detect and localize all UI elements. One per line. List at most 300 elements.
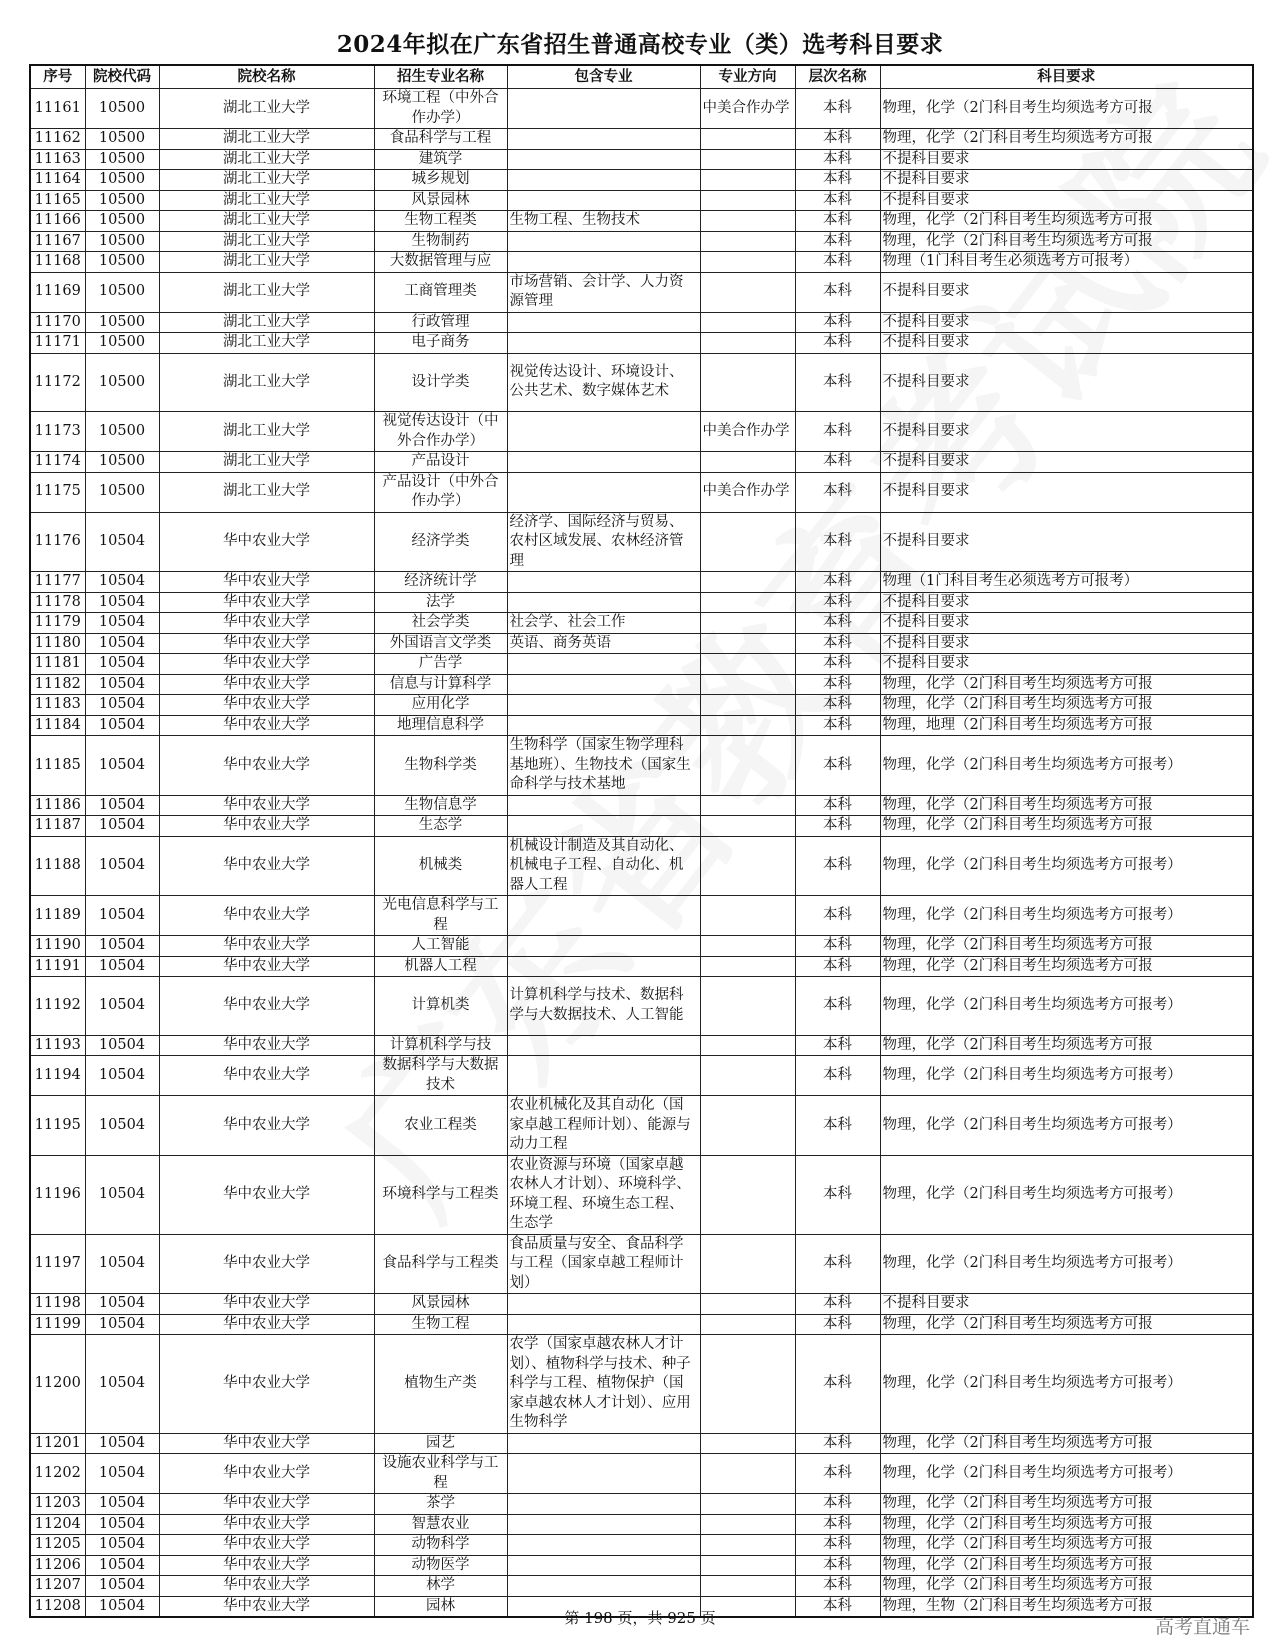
cell-major-name: 设施农业科学与工程 xyxy=(374,1454,507,1494)
table-row xyxy=(30,795,1253,816)
cell-major-name: 设计学类 xyxy=(374,353,507,412)
cell-included-majors xyxy=(507,695,700,716)
cell-seq: 11165 xyxy=(30,190,85,211)
table-row xyxy=(30,654,1253,675)
cell-level: 本科 xyxy=(795,795,880,816)
cell-school-code: 10504 xyxy=(85,896,159,936)
cell-seq: 11167 xyxy=(30,231,85,252)
cell-level: 本科 xyxy=(795,333,880,354)
cell-level: 本科 xyxy=(795,1314,880,1335)
cell-school-code: 10500 xyxy=(85,211,159,232)
cell-level: 本科 xyxy=(795,836,880,896)
cell-school-name: 湖北工业大学 xyxy=(159,231,374,252)
cell-school-name: 湖北工业大学 xyxy=(159,312,374,333)
cell-included-majors: 英语、商务英语 xyxy=(507,633,700,654)
cell-included-majors xyxy=(507,1056,700,1096)
cell-direction: 中美合作办学 xyxy=(700,472,795,512)
cell-direction xyxy=(700,592,795,613)
cell-included-majors: 农学（国家卓越农林人才计划）、植物科学与技术、种子科学与工程、植物保护（国家卓越农林人才计划）、应用生物科学 xyxy=(507,1335,700,1434)
cell-school-name: 湖北工业大学 xyxy=(159,170,374,191)
cell-seq: 11172 xyxy=(30,353,85,412)
cell-level: 本科 xyxy=(795,736,880,796)
table-row xyxy=(30,170,1253,191)
cell-level: 本科 xyxy=(795,190,880,211)
cell-school-name: 湖北工业大学 xyxy=(159,353,374,412)
table-row xyxy=(30,674,1253,695)
cell-direction xyxy=(700,695,795,716)
cell-level: 本科 xyxy=(795,1056,880,1096)
cell-seq: 11203 xyxy=(30,1494,85,1515)
cell-school-name: 华中农业大学 xyxy=(159,795,374,816)
cell-subject-req: 不提科目要求 xyxy=(880,592,1253,613)
cell-seq: 11174 xyxy=(30,452,85,473)
cell-included-majors xyxy=(507,170,700,191)
cell-seq: 11186 xyxy=(30,795,85,816)
cell-level: 本科 xyxy=(795,1294,880,1315)
cell-school-code: 10504 xyxy=(85,1454,159,1494)
cell-seq: 11182 xyxy=(30,674,85,695)
cell-direction xyxy=(700,896,795,936)
cell-subject-req: 物理，化学（2门科目考生均须选考方可报考） xyxy=(880,1234,1253,1294)
cell-major-name: 行政管理 xyxy=(374,312,507,333)
cell-included-majors xyxy=(507,89,700,129)
cell-seq: 11193 xyxy=(30,1035,85,1056)
cell-included-majors xyxy=(507,795,700,816)
cell-direction xyxy=(700,1314,795,1335)
cell-direction xyxy=(700,633,795,654)
cell-direction xyxy=(700,1294,795,1315)
cell-school-name: 华中农业大学 xyxy=(159,1576,374,1597)
cell-direction xyxy=(700,1514,795,1535)
cell-level: 本科 xyxy=(795,129,880,150)
watermark-text: 高考直通车 xyxy=(1155,1616,1251,1638)
cell-school-name: 华中农业大学 xyxy=(159,512,374,572)
cell-direction xyxy=(700,149,795,170)
header-level: 层次名称 xyxy=(795,65,880,89)
cell-school-code: 10504 xyxy=(85,1294,159,1315)
cell-level: 本科 xyxy=(795,1454,880,1494)
cell-school-code: 10504 xyxy=(85,1433,159,1454)
cell-subject-req: 不提科目要求 xyxy=(880,654,1253,675)
cell-subject-req: 物理（1门科目考生必须选考方可报考） xyxy=(880,252,1253,273)
cell-school-code: 10504 xyxy=(85,1155,159,1234)
cell-level: 本科 xyxy=(795,1555,880,1576)
cell-included-majors xyxy=(507,472,700,512)
cell-seq: 11201 xyxy=(30,1433,85,1454)
cell-seq: 11200 xyxy=(30,1335,85,1434)
cell-seq: 11166 xyxy=(30,211,85,232)
header-school-code: 院校代码 xyxy=(85,65,159,89)
cell-seq: 11206 xyxy=(30,1555,85,1576)
cell-school-name: 华中农业大学 xyxy=(159,1494,374,1515)
cell-school-name: 湖北工业大学 xyxy=(159,412,374,452)
cell-seq: 11179 xyxy=(30,613,85,634)
table-header-row xyxy=(30,65,1253,89)
cell-included-majors: 视觉传达设计、环境设计、公共艺术、数字媒体艺术 xyxy=(507,353,700,412)
cell-school-name: 华中农业大学 xyxy=(159,1155,374,1234)
cell-direction xyxy=(700,129,795,150)
table-row xyxy=(30,252,1253,273)
cell-school-code: 10504 xyxy=(85,633,159,654)
cell-direction xyxy=(700,613,795,634)
table-row xyxy=(30,592,1253,613)
cell-subject-req: 不提科目要求 xyxy=(880,633,1253,654)
cell-school-name: 华中农业大学 xyxy=(159,715,374,736)
table-row xyxy=(30,1514,1253,1535)
cell-major-name: 园林 xyxy=(374,1596,507,1617)
cell-level: 本科 xyxy=(795,89,880,129)
cell-seq: 11163 xyxy=(30,149,85,170)
cell-subject-req: 物理，化学（2门科目考生均须选考方可报考） xyxy=(880,1454,1253,1494)
cell-level: 本科 xyxy=(795,1155,880,1234)
cell-major-name: 光电信息科学与工程 xyxy=(374,896,507,936)
cell-school-name: 华中农业大学 xyxy=(159,836,374,896)
table-row xyxy=(30,1433,1253,1454)
cell-school-code: 10504 xyxy=(85,936,159,957)
cell-level: 本科 xyxy=(795,512,880,572)
cell-direction xyxy=(700,1454,795,1494)
table-row xyxy=(30,896,1253,936)
cell-major-name: 动物科学 xyxy=(374,1535,507,1556)
cell-school-name: 华中农业大学 xyxy=(159,695,374,716)
cell-level: 本科 xyxy=(795,1035,880,1056)
cell-direction xyxy=(700,1494,795,1515)
cell-major-name: 社会学类 xyxy=(374,613,507,634)
cell-school-name: 华中农业大学 xyxy=(159,816,374,837)
cell-major-name: 产品设计（中外合作办学） xyxy=(374,472,507,512)
cell-level: 本科 xyxy=(795,312,880,333)
cell-included-majors: 市场营销、会计学、人力资源管理 xyxy=(507,272,700,312)
cell-school-name: 华中农业大学 xyxy=(159,1514,374,1535)
table-row xyxy=(30,715,1253,736)
cell-included-majors xyxy=(507,1494,700,1515)
cell-level: 本科 xyxy=(795,1535,880,1556)
header-school-name: 院校名称 xyxy=(159,65,374,89)
cell-level: 本科 xyxy=(795,170,880,191)
cell-major-name: 法学 xyxy=(374,592,507,613)
cell-school-code: 10500 xyxy=(85,472,159,512)
cell-included-majors xyxy=(507,231,700,252)
cell-school-name: 湖北工业大学 xyxy=(159,333,374,354)
cell-subject-req: 物理，化学（2门科目考生均须选考方可报考） xyxy=(880,1056,1253,1096)
table-row xyxy=(30,452,1253,473)
cell-subject-req: 物理，化学（2门科目考生均须选考方可报考） xyxy=(880,896,1253,936)
cell-subject-req: 物理，化学（2门科目考生均须选考方可报 xyxy=(880,1576,1253,1597)
cell-seq: 11202 xyxy=(30,1454,85,1494)
table-row xyxy=(30,816,1253,837)
cell-school-name: 华中农业大学 xyxy=(159,1555,374,1576)
cell-direction xyxy=(700,231,795,252)
table-row xyxy=(30,1454,1253,1494)
cell-direction xyxy=(700,512,795,572)
cell-school-name: 华中农业大学 xyxy=(159,977,374,1036)
cell-direction: 中美合作办学 xyxy=(700,412,795,452)
cell-school-code: 10504 xyxy=(85,1035,159,1056)
cell-school-name: 华中农业大学 xyxy=(159,654,374,675)
cell-major-name: 城乡规划 xyxy=(374,170,507,191)
cell-level: 本科 xyxy=(795,1596,880,1617)
cell-seq: 11205 xyxy=(30,1535,85,1556)
cell-level: 本科 xyxy=(795,211,880,232)
cell-school-code: 10504 xyxy=(85,592,159,613)
cell-direction xyxy=(700,572,795,593)
cell-included-majors: 机械设计制造及其自动化、机械电子工程、自动化、机器人工程 xyxy=(507,836,700,896)
cell-school-name: 华中农业大学 xyxy=(159,1056,374,1096)
cell-school-code: 10500 xyxy=(85,89,159,129)
table-row xyxy=(30,1576,1253,1597)
cell-school-name: 湖北工业大学 xyxy=(159,472,374,512)
cell-seq: 11181 xyxy=(30,654,85,675)
cell-school-code: 10500 xyxy=(85,272,159,312)
cell-school-code: 10504 xyxy=(85,512,159,572)
cell-seq: 11164 xyxy=(30,170,85,191)
cell-direction xyxy=(700,736,795,796)
cell-school-code: 10504 xyxy=(85,1535,159,1556)
cell-major-name: 经济统计学 xyxy=(374,572,507,593)
table-row xyxy=(30,1096,1253,1156)
cell-major-name: 生物工程类 xyxy=(374,211,507,232)
cell-school-code: 10504 xyxy=(85,572,159,593)
cell-school-code: 10504 xyxy=(85,1494,159,1515)
cell-school-name: 华中农业大学 xyxy=(159,592,374,613)
cell-subject-req: 物理，化学（2门科目考生均须选考方可报 xyxy=(880,231,1253,252)
cell-level: 本科 xyxy=(795,633,880,654)
cell-major-name: 建筑学 xyxy=(374,149,507,170)
table-row xyxy=(30,1494,1253,1515)
cell-subject-req: 不提科目要求 xyxy=(880,170,1253,191)
cell-included-majors xyxy=(507,129,700,150)
cell-school-code: 10504 xyxy=(85,795,159,816)
cell-school-code: 10504 xyxy=(85,1555,159,1576)
cell-major-name: 植物生产类 xyxy=(374,1335,507,1434)
cell-major-name: 地理信息科学 xyxy=(374,715,507,736)
cell-school-code: 10504 xyxy=(85,674,159,695)
cell-direction xyxy=(700,272,795,312)
cell-direction xyxy=(700,312,795,333)
cell-major-name: 数据科学与大数据技术 xyxy=(374,1056,507,1096)
cell-included-majors: 生物科学（国家生物学理科基地班）、生物技术（国家生命科学与技术基地 xyxy=(507,736,700,796)
cell-included-majors xyxy=(507,674,700,695)
cell-school-code: 10504 xyxy=(85,695,159,716)
cell-direction xyxy=(700,836,795,896)
cell-direction xyxy=(700,977,795,1036)
cell-subject-req: 物理，化学（2门科目考生均须选考方可报 xyxy=(880,674,1253,695)
cell-included-majors: 食品质量与安全、食品科学与工程（国家卓越工程师计划） xyxy=(507,1234,700,1294)
cell-subject-req: 不提科目要求 xyxy=(880,149,1253,170)
cell-major-name: 林学 xyxy=(374,1576,507,1597)
cell-subject-req: 物理，生物（2门科目考生均须选考方可报 xyxy=(880,1596,1253,1617)
cell-seq: 11184 xyxy=(30,715,85,736)
table-row xyxy=(30,312,1253,333)
header-direction: 专业方向 xyxy=(700,65,795,89)
cell-school-code: 10500 xyxy=(85,231,159,252)
cell-major-name: 环境工程（中外合作办学） xyxy=(374,89,507,129)
cell-school-name: 湖北工业大学 xyxy=(159,89,374,129)
cell-major-name: 食品科学与工程类 xyxy=(374,1234,507,1294)
cell-subject-req: 物理，化学（2门科目考生均须选考方可报 xyxy=(880,89,1253,129)
cell-included-majors: 生物工程、生物技术 xyxy=(507,211,700,232)
cell-included-majors xyxy=(507,1555,700,1576)
table-row xyxy=(30,353,1253,412)
requirements-table xyxy=(29,64,1254,1618)
cell-major-name: 生物制药 xyxy=(374,231,507,252)
cell-seq: 11192 xyxy=(30,977,85,1036)
cell-school-code: 10504 xyxy=(85,1096,159,1156)
table-row xyxy=(30,736,1253,796)
table-row xyxy=(30,1335,1253,1434)
table-row xyxy=(30,190,1253,211)
cell-major-name: 风景园林 xyxy=(374,190,507,211)
cell-included-majors xyxy=(507,1314,700,1335)
cell-included-majors xyxy=(507,1454,700,1494)
cell-included-majors xyxy=(507,1433,700,1454)
cell-direction: 中美合作办学 xyxy=(700,89,795,129)
cell-direction xyxy=(700,1035,795,1056)
cell-subject-req: 物理，化学（2门科目考生均须选考方可报 xyxy=(880,1314,1253,1335)
cell-level: 本科 xyxy=(795,1433,880,1454)
cell-major-name: 动物医学 xyxy=(374,1555,507,1576)
cell-school-code: 10504 xyxy=(85,715,159,736)
cell-subject-req: 不提科目要求 xyxy=(880,512,1253,572)
cell-level: 本科 xyxy=(795,1335,880,1434)
cell-level: 本科 xyxy=(795,452,880,473)
cell-school-code: 10500 xyxy=(85,190,159,211)
table-row xyxy=(30,129,1253,150)
cell-school-name: 华中农业大学 xyxy=(159,1535,374,1556)
table-row xyxy=(30,272,1253,312)
cell-level: 本科 xyxy=(795,1494,880,1515)
cell-subject-req: 不提科目要求 xyxy=(880,452,1253,473)
table-row xyxy=(30,412,1253,452)
cell-school-name: 华中农业大学 xyxy=(159,1035,374,1056)
table-row xyxy=(30,1314,1253,1335)
cell-included-majors: 社会学、社会工作 xyxy=(507,613,700,634)
cell-major-name: 工商管理类 xyxy=(374,272,507,312)
table-row xyxy=(30,936,1253,957)
cell-seq: 11173 xyxy=(30,412,85,452)
cell-included-majors xyxy=(507,1035,700,1056)
cell-included-majors xyxy=(507,896,700,936)
cell-included-majors xyxy=(507,1514,700,1535)
cell-subject-req: 物理，化学（2门科目考生均须选考方可报 xyxy=(880,129,1253,150)
cell-seq: 11177 xyxy=(30,572,85,593)
cell-subject-req: 物理，化学（2门科目考生均须选考方可报 xyxy=(880,1514,1253,1535)
cell-direction xyxy=(700,715,795,736)
cell-major-name: 电子商务 xyxy=(374,333,507,354)
cell-seq: 11190 xyxy=(30,936,85,957)
cell-subject-req: 不提科目要求 xyxy=(880,412,1253,452)
table-row xyxy=(30,149,1253,170)
cell-direction xyxy=(700,816,795,837)
cell-level: 本科 xyxy=(795,252,880,273)
table-row xyxy=(30,1555,1253,1576)
cell-direction xyxy=(700,452,795,473)
cell-level: 本科 xyxy=(795,613,880,634)
cell-subject-req: 物理，化学（2门科目考生均须选考方可报考） xyxy=(880,736,1253,796)
cell-included-majors xyxy=(507,936,700,957)
cell-level: 本科 xyxy=(795,231,880,252)
cell-subject-req: 物理（1门科目考生必须选考方可报考） xyxy=(880,572,1253,593)
cell-school-code: 10500 xyxy=(85,252,159,273)
cell-direction xyxy=(700,1335,795,1434)
cell-major-name: 计算机类 xyxy=(374,977,507,1036)
cell-level: 本科 xyxy=(795,412,880,452)
cell-included-majors: 农业资源与环境（国家卓越农林人才计划）、环境科学、环境工程、环境生态工程、生态学 xyxy=(507,1155,700,1234)
cell-school-name: 华中农业大学 xyxy=(159,1294,374,1315)
cell-school-code: 10504 xyxy=(85,1234,159,1294)
cell-subject-req: 物理，化学（2门科目考生均须选考方可报 xyxy=(880,1433,1253,1454)
cell-subject-req: 物理，化学（2门科目考生均须选考方可报考） xyxy=(880,1096,1253,1156)
cell-school-name: 湖北工业大学 xyxy=(159,129,374,150)
cell-school-name: 华中农业大学 xyxy=(159,1335,374,1434)
cell-major-name: 视觉传达设计（中外合作办学） xyxy=(374,412,507,452)
cell-major-name: 茶学 xyxy=(374,1494,507,1515)
cell-school-code: 10500 xyxy=(85,412,159,452)
cell-level: 本科 xyxy=(795,353,880,412)
cell-level: 本科 xyxy=(795,977,880,1036)
cell-included-majors xyxy=(507,149,700,170)
cell-seq: 11169 xyxy=(30,272,85,312)
table-row xyxy=(30,836,1253,896)
cell-major-name: 广告学 xyxy=(374,654,507,675)
cell-school-code: 10500 xyxy=(85,312,159,333)
cell-direction xyxy=(700,795,795,816)
cell-direction xyxy=(700,252,795,273)
cell-level: 本科 xyxy=(795,272,880,312)
table-row xyxy=(30,572,1253,593)
cell-direction xyxy=(700,1555,795,1576)
cell-seq: 11175 xyxy=(30,472,85,512)
cell-school-code: 10500 xyxy=(85,452,159,473)
table-row xyxy=(30,231,1253,252)
cell-school-name: 华中农业大学 xyxy=(159,956,374,977)
cell-seq: 11168 xyxy=(30,252,85,273)
cell-direction xyxy=(700,654,795,675)
cell-included-majors xyxy=(507,654,700,675)
cell-direction xyxy=(700,1433,795,1454)
cell-direction xyxy=(700,1155,795,1234)
cell-school-name: 华中农业大学 xyxy=(159,572,374,593)
cell-school-name: 湖北工业大学 xyxy=(159,211,374,232)
cell-major-name: 园艺 xyxy=(374,1433,507,1454)
table-row xyxy=(30,956,1253,977)
cell-major-name: 机器人工程 xyxy=(374,956,507,977)
cell-major-name: 经济学类 xyxy=(374,512,507,572)
cell-included-majors: 农业机械化及其自动化（国家卓越工程师计划）、能源与动力工程 xyxy=(507,1096,700,1156)
page-footer: 第 198 页，共 925 页 xyxy=(564,1609,716,1627)
cell-seq: 11185 xyxy=(30,736,85,796)
cell-subject-req: 物理，化学（2门科目考生均须选考方可报考） xyxy=(880,977,1253,1036)
cell-subject-req: 不提科目要求 xyxy=(880,1294,1253,1315)
cell-included-majors xyxy=(507,1535,700,1556)
cell-school-code: 10504 xyxy=(85,613,159,634)
cell-seq: 11187 xyxy=(30,816,85,837)
cell-subject-req: 物理，化学（2门科目考生均须选考方可报考） xyxy=(880,1335,1253,1434)
cell-direction xyxy=(700,211,795,232)
cell-major-name: 生物信息学 xyxy=(374,795,507,816)
cell-level: 本科 xyxy=(795,715,880,736)
cell-subject-req: 物理，化学（2门科目考生均须选考方可报 xyxy=(880,211,1253,232)
cell-major-name: 计算机科学与技 xyxy=(374,1035,507,1056)
cell-school-code: 10504 xyxy=(85,1056,159,1096)
cell-school-code: 10500 xyxy=(85,149,159,170)
table-row xyxy=(30,1234,1253,1294)
cell-major-name: 产品设计 xyxy=(374,452,507,473)
cell-school-name: 华中农业大学 xyxy=(159,1314,374,1335)
cell-seq: 11188 xyxy=(30,836,85,896)
cell-major-name: 农业工程类 xyxy=(374,1096,507,1156)
cell-subject-req: 物理，地理（2门科目考生均须选考方可报 xyxy=(880,715,1253,736)
